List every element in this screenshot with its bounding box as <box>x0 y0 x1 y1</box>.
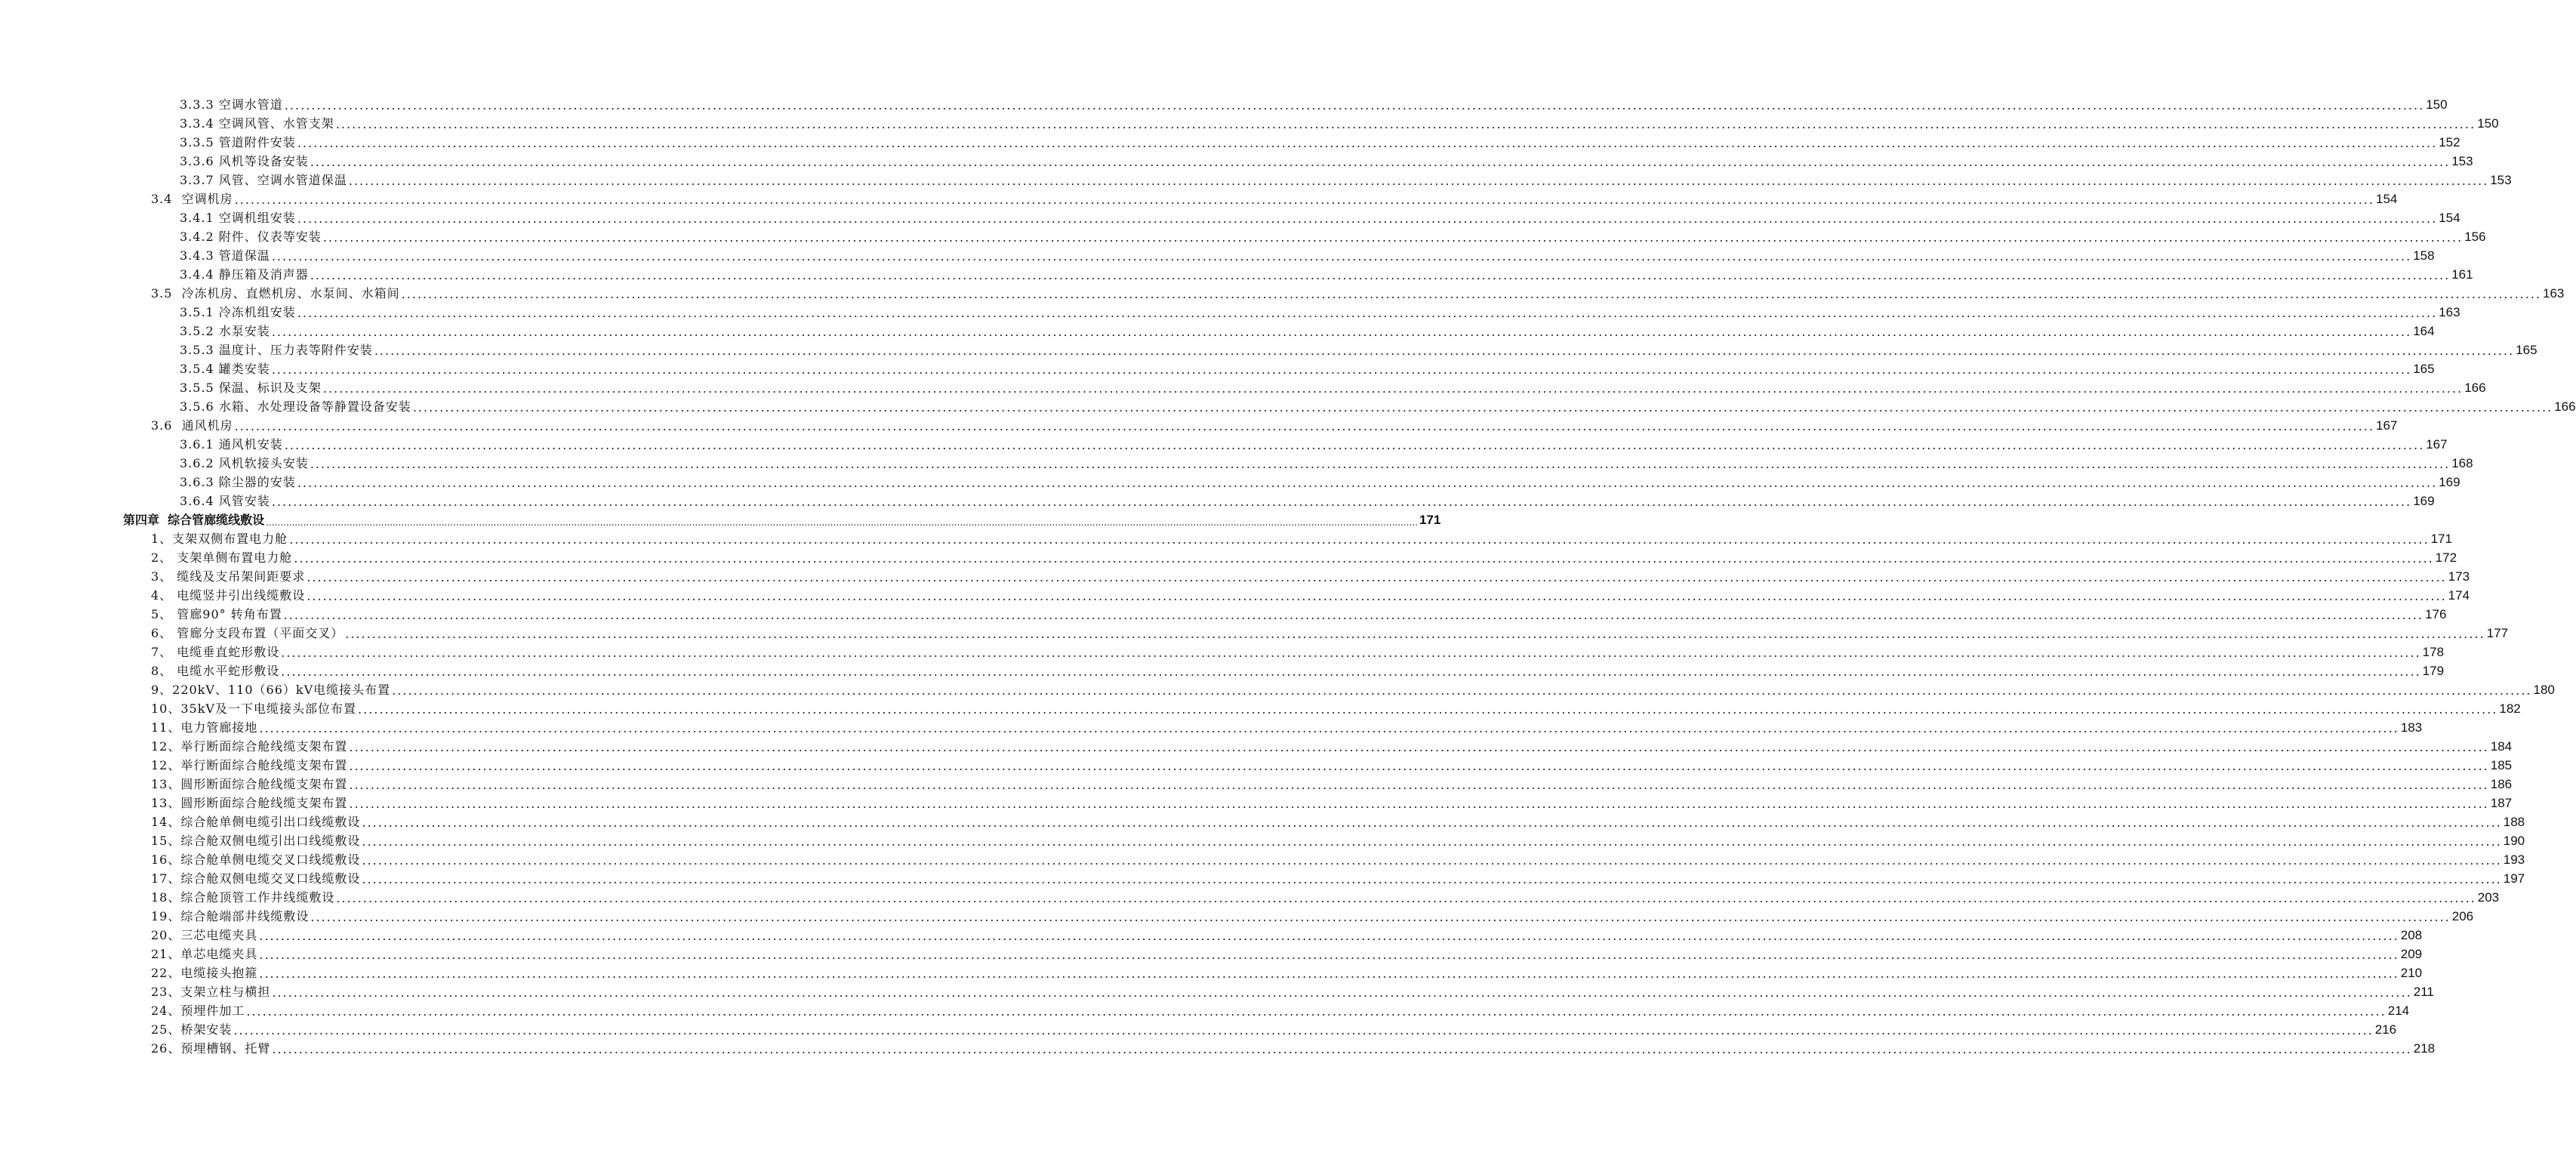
toc-entry-title: 3.4 空调机房 <box>151 192 233 206</box>
toc-entry[interactable] <box>151 415 2398 433</box>
toc-entry-page-number: 171 <box>1419 513 1441 527</box>
toc-entry-title: 3.6.3 除尘器的安装 <box>180 475 296 489</box>
toc-entry-page-number: 184 <box>2490 739 2513 754</box>
toc-entry-title: 5、 管廊90° 转角布置 <box>151 607 282 621</box>
dot-leader: ................................................................................................................................................................................................................................................................................................................................................................................................................ <box>362 834 2502 849</box>
dot-leader: ................................................................................................................................................................................................................................................................................................................................................................................................................ <box>336 891 2476 905</box>
toc-entry-page-number: 167 <box>2426 437 2448 452</box>
toc-entry-title: 13、圆形断面综合舱线缆支架布置 <box>151 777 348 791</box>
dot-leader: ................................................................................................................................................................................................................................................................................................................................................................................................................ <box>412 400 2553 415</box>
toc-entry-page-number: 176 <box>2425 607 2447 621</box>
toc-entry[interactable] <box>151 773 2513 792</box>
toc-entry-title: 4、 电缆竖井引出线缆敷设 <box>151 588 306 603</box>
toc-entry-page-number: 209 <box>2400 947 2423 961</box>
toc-entry-page-number: 163 <box>2543 286 2565 301</box>
toc-entry-title: 3.4.2 附件、仪表等安装 <box>180 230 322 244</box>
toc-entry[interactable] <box>151 603 2447 622</box>
toc-entry-title: 第四章 综合管廊缆线敷设 <box>123 513 265 527</box>
toc-entry[interactable] <box>180 94 2448 113</box>
toc-entry[interactable] <box>151 566 2470 584</box>
toc-entry-title: 16、综合舱单侧电缆交叉口线缆敷设 <box>151 852 361 867</box>
dot-leader: ................................................................................................................................................................................................................................................................................................................................................................................................................ <box>362 815 2502 830</box>
toc-entry-page-number: 214 <box>2387 1003 2410 1018</box>
dot-leader: ................................................................................................................................................................................................................................................................................................................................................................................................................ <box>271 325 2412 339</box>
toc-entry[interactable] <box>180 301 2460 320</box>
dot-leader: ................................................................................................................................................................................................................................................................................................................................................................................................................ <box>259 929 2399 943</box>
dot-leader: ................................................................................................................................................................................................................................................................................................................................................................................................................ <box>272 1042 2412 1056</box>
toc-entry[interactable] <box>151 547 2457 566</box>
dot-leader: ................................................................................................................................................................................................................................................................................................................................................................................................................ <box>266 517 1418 528</box>
dot-leader: ................................................................................................................................................................................................................................................................................................................................................................................................................ <box>297 211 2438 226</box>
toc-entry-title: 14、综合舱单侧电缆引出口线缆敷设 <box>151 815 361 829</box>
dot-leader: ................................................................................................................................................................................................................................................................................................................................................................................................................ <box>310 457 2451 471</box>
toc-entry-page-number: 169 <box>2413 494 2435 508</box>
toc-entry-page-number: 168 <box>2451 456 2473 470</box>
dot-leader: ................................................................................................................................................................................................................................................................................................................................................................................................................ <box>271 249 2412 264</box>
dot-leader: ................................................................................................................................................................................................................................................................................................................................................................................................................ <box>392 683 2532 698</box>
toc-entry-page-number: 167 <box>2376 418 2398 433</box>
toc-entry-title: 15、综合舱双侧电缆引出口线缆敷设 <box>151 834 361 848</box>
toc-entry[interactable] <box>180 358 2435 377</box>
dot-leader: ................................................................................................................................................................................................................................................................................................................................................................................................................ <box>297 136 2438 150</box>
toc-entry-title: 3.5.6 水箱、水处理设备等静置设备安装 <box>180 399 411 414</box>
toc-entry[interactable] <box>151 660 2445 679</box>
dot-leader: ................................................................................................................................................................................................................................................................................................................................................................................................................ <box>348 174 2489 188</box>
dot-leader: ................................................................................................................................................................................................................................................................................................................................................................................................................ <box>246 1004 2386 1019</box>
toc-entry-title: 3.3.4 空调风管、水管支架 <box>180 116 334 131</box>
toc-entry-title: 3.3.3 空调水管道 <box>180 97 283 112</box>
toc-entry-title: 3、 缆线及支吊架间距要求 <box>151 569 306 584</box>
dot-leader: ................................................................................................................................................................................................................................................................................................................................................................................................................ <box>289 532 2430 547</box>
dot-leader: ................................................................................................................................................................................................................................................................................................................................................................................................................ <box>335 117 2476 131</box>
toc-entry-title: 11、电力管廊接地 <box>151 720 258 735</box>
toc-entry[interactable] <box>180 320 2435 339</box>
toc-entry[interactable] <box>151 698 2521 717</box>
dot-leader: ................................................................................................................................................................................................................................................................................................................................................................................................................ <box>259 948 2399 962</box>
toc-entry[interactable] <box>180 207 2460 226</box>
toc-entry-page-number: 174 <box>2448 588 2470 603</box>
dot-leader: ................................................................................................................................................................................................................................................................................................................................................................................................................ <box>322 381 2464 396</box>
dot-leader: ................................................................................................................................................................................................................................................................................................................................................................................................................ <box>284 98 2425 113</box>
toc-entry[interactable] <box>151 905 2474 924</box>
toc-entry-page-number: 187 <box>2490 796 2513 810</box>
toc-entry-title: 3.5 冷冻机房、直燃机房、水泵间、水箱间 <box>151 286 400 301</box>
toc-entry-title: 10、35kV及一下电缆接头部位布置 <box>151 701 356 716</box>
toc-entry-title: 26、预埋槽钢、托臂 <box>151 1041 271 1056</box>
toc-entry-page-number: 218 <box>2413 1041 2436 1056</box>
toc-entry[interactable] <box>151 735 2513 754</box>
toc-entry-title: 3.3.5 管道附件安装 <box>180 135 296 150</box>
toc-entry-title: 9、220kV、110（66）kV电缆接头布置 <box>151 683 391 697</box>
toc-entry[interactable] <box>180 377 2486 396</box>
toc-entry[interactable] <box>151 868 2525 886</box>
toc-entry-page-number: 206 <box>2451 909 2474 923</box>
toc-entry-page-number: 188 <box>2503 815 2525 829</box>
toc-entry[interactable] <box>180 245 2435 264</box>
toc-entry-title: 3.3.7 风管、空调水管道保温 <box>180 173 347 187</box>
dot-leader: ................................................................................................................................................................................................................................................................................................................................................................................................................ <box>283 608 2424 622</box>
dot-leader: ................................................................................................................................................................................................................................................................................................................................................................................................................ <box>307 589 2447 603</box>
toc-entry-page-number: 182 <box>2499 701 2521 716</box>
toc-entry-page-number: 161 <box>2451 267 2473 282</box>
toc-entry-page-number: 172 <box>2435 550 2457 565</box>
toc-entry[interactable] <box>151 717 2423 735</box>
toc-entry-page-number: 154 <box>2439 211 2460 225</box>
dot-leader: ................................................................................................................................................................................................................................................................................................................................................................................................................ <box>349 778 2489 792</box>
toc-entry-title: 8、 电缆水平蛇形敷设 <box>151 664 280 678</box>
toc-entry-title: 7、 电缆垂直蛇形敷设 <box>151 645 280 659</box>
toc-entry-page-number: 178 <box>2422 645 2445 659</box>
toc-chapter-entry[interactable] <box>123 509 1441 528</box>
toc-entry-page-number: 173 <box>2448 569 2470 584</box>
dot-leader: ................................................................................................................................................................................................................................................................................................................................................................................................................ <box>234 419 2374 433</box>
dot-leader: ................................................................................................................................................................................................................................................................................................................................................................................................................ <box>307 570 2447 584</box>
toc-entry-title: 24、预埋件加工 <box>151 1003 245 1018</box>
toc-entry[interactable] <box>151 811 2525 830</box>
toc-entry-title: 3.6.2 风机软接头安装 <box>180 456 309 470</box>
toc-entry-title: 3.4.4 静压箱及消声器 <box>180 267 309 282</box>
dot-leader: ................................................................................................................................................................................................................................................................................................................................................................................................................ <box>362 872 2502 886</box>
toc-entry-page-number: 179 <box>2422 664 2445 678</box>
toc-entry-page-number: 171 <box>2430 532 2452 546</box>
toc-entry[interactable] <box>180 131 2460 150</box>
dot-leader: ................................................................................................................................................................................................................................................................................................................................................................................................................ <box>294 551 2434 566</box>
toc-entry-page-number: 210 <box>2400 966 2423 980</box>
toc-entry-page-number: 164 <box>2413 324 2435 338</box>
toc-entry-page-number: 150 <box>2426 97 2448 112</box>
dot-leader: ................................................................................................................................................................................................................................................................................................................................................................................................................ <box>297 476 2438 490</box>
toc-entry[interactable] <box>180 169 2512 188</box>
toc-entry-page-number: 216 <box>2374 1022 2397 1037</box>
toc-entry[interactable] <box>151 830 2525 849</box>
toc-entry-title: 12、举行断面综合舱线缆支架布置 <box>151 758 348 772</box>
toc-entry-title: 6、 管廊分支段布置（平面交叉） <box>151 626 344 640</box>
toc-entry[interactable] <box>180 113 2499 131</box>
dot-leader: ................................................................................................................................................................................................................................................................................................................................................................................................................ <box>284 438 2425 452</box>
toc-entry-page-number: 165 <box>2516 343 2537 357</box>
dot-leader: ................................................................................................................................................................................................................................................................................................................................................................................................................ <box>349 797 2489 811</box>
toc-entry-page-number: 166 <box>2554 399 2576 414</box>
dot-leader: ................................................................................................................................................................................................................................................................................................................................................................................................................ <box>401 287 2541 301</box>
toc-entry-title: 3.6 通风机房 <box>151 418 233 433</box>
toc-entry[interactable] <box>151 1037 2436 1056</box>
toc-entry-page-number: 183 <box>2400 720 2423 735</box>
dot-leader: ................................................................................................................................................................................................................................................................................................................................................................................................................ <box>349 759 2489 773</box>
toc-entry[interactable] <box>180 433 2448 452</box>
dot-leader: ................................................................................................................................................................................................................................................................................................................................................................................................................ <box>362 853 2502 868</box>
toc-entry[interactable] <box>151 886 2500 905</box>
dot-leader: ................................................................................................................................................................................................................................................................................................................................................................................................................ <box>271 362 2412 377</box>
toc-entry-title: 3.6.1 通风机安装 <box>180 437 283 452</box>
toc-entry-title: 13、圆形断面综合舱线缆支架布置 <box>151 796 348 810</box>
dot-leader: ................................................................................................................................................................................................................................................................................................................................................................................................................ <box>310 268 2451 282</box>
toc-entry[interactable] <box>151 282 2565 301</box>
toc-entry-page-number: 203 <box>2477 890 2500 905</box>
toc-entry[interactable] <box>151 188 2398 207</box>
toc-entry[interactable] <box>151 679 2555 698</box>
toc-entry-title: 3.5.3 温度计、压力表等附件安装 <box>180 343 373 357</box>
toc-entry-title: 19、综合舱端部井线缆敷设 <box>151 909 310 923</box>
toc-entry-title: 23、支架立柱与横担 <box>151 985 271 999</box>
toc-entry[interactable] <box>151 622 2509 641</box>
dot-leader: ................................................................................................................................................................................................................................................................................................................................................................................................................ <box>271 495 2412 509</box>
dot-leader: ................................................................................................................................................................................................................................................................................................................................................................................................................ <box>322 230 2464 245</box>
toc-entry-page-number: 150 <box>2477 116 2499 131</box>
dot-leader: ................................................................................................................................................................................................................................................................................................................................................................................................................ <box>374 344 2515 358</box>
toc-entry-page-number: 165 <box>2413 362 2435 376</box>
dot-leader: ................................................................................................................................................................................................................................................................................................................................................................................................................ <box>310 155 2451 169</box>
toc-entry[interactable] <box>151 641 2445 660</box>
dot-leader: ................................................................................................................................................................................................................................................................................................................................................................................................................ <box>234 193 2374 207</box>
toc-entry-page-number: 208 <box>2400 928 2423 942</box>
toc-entry-title: 21、单芯电缆夹具 <box>151 947 258 961</box>
toc-entry-page-number: 211 <box>2413 985 2434 999</box>
toc-entry-page-number: 177 <box>2486 626 2509 640</box>
toc-entry-page-number: 156 <box>2464 230 2486 244</box>
dot-leader: ................................................................................................................................................................................................................................................................................................................................................................................................................ <box>233 1023 2374 1037</box>
toc-entry[interactable] <box>180 264 2473 282</box>
toc-entry-title: 20、三芯电缆夹具 <box>151 928 258 942</box>
toc-entry[interactable] <box>180 396 2576 415</box>
toc-entry-title: 3.5.2 水泵安装 <box>180 324 270 338</box>
toc-entry[interactable] <box>151 1019 2397 1037</box>
dot-leader: ................................................................................................................................................................................................................................................................................................................................................................................................................ <box>272 985 2412 1000</box>
dot-leader: ................................................................................................................................................................................................................................................................................................................................................................................................................ <box>345 627 2485 641</box>
toc-entry-title: 12、举行断面综合舱线缆支架布置 <box>151 739 348 754</box>
toc-entry-title: 3.4.1 空调机组安装 <box>180 211 296 225</box>
toc-entry-title: 3.3.6 风机等设备安装 <box>180 154 309 168</box>
toc-entry[interactable] <box>151 924 2423 943</box>
toc-entry[interactable] <box>180 226 2486 245</box>
toc-entry-page-number: 163 <box>2439 305 2460 319</box>
toc-entry[interactable] <box>151 943 2423 962</box>
toc-entry[interactable] <box>151 981 2434 1000</box>
dot-leader: ................................................................................................................................................................................................................................................................................................................................................................................................................ <box>281 664 2421 679</box>
toc-entry-page-number: 185 <box>2490 758 2513 772</box>
toc-entry[interactable] <box>180 339 2537 358</box>
toc-entry-page-number: 180 <box>2533 683 2555 697</box>
toc-entry-page-number: 158 <box>2413 248 2435 263</box>
toc-entry[interactable] <box>151 528 2452 547</box>
dot-leader: ................................................................................................................................................................................................................................................................................................................................................................................................................ <box>281 646 2421 660</box>
toc-entry-title: 22、电缆接头抱箍 <box>151 966 258 980</box>
dot-leader: ................................................................................................................................................................................................................................................................................................................................................................................................................ <box>349 740 2489 754</box>
dot-leader: ................................................................................................................................................................................................................................................................................................................................................................................................................ <box>357 702 2498 717</box>
toc-entry-title: 3.5.5 保温、标识及支架 <box>180 381 322 395</box>
toc-entry-title: 3.5.1 冷冻机组安装 <box>180 305 296 319</box>
toc-entry-page-number: 169 <box>2439 475 2460 489</box>
toc-entry[interactable] <box>151 962 2423 981</box>
toc-entry[interactable] <box>180 452 2473 471</box>
toc-entry-page-number: 197 <box>2503 871 2525 886</box>
toc-entry-page-number: 154 <box>2376 192 2398 206</box>
toc-entry-title: 18、综合舱顶管工作井线缆敷设 <box>151 890 335 905</box>
dot-leader: ................................................................................................................................................................................................................................................................................................................................................................................................................ <box>259 721 2399 735</box>
toc-entry[interactable] <box>151 792 2513 811</box>
toc-entry[interactable] <box>151 1000 2410 1019</box>
toc-entry-page-number: 166 <box>2464 381 2486 395</box>
toc-entry[interactable] <box>180 150 2473 169</box>
toc-entry-title: 3.5.4 罐类安装 <box>180 362 270 376</box>
dot-leader: ................................................................................................................................................................................................................................................................................................................................................................................................................ <box>259 966 2399 981</box>
toc-entry-page-number: 193 <box>2503 852 2525 867</box>
toc-entry-title: 1、支架双侧布置电力舱 <box>151 532 288 546</box>
toc-entry[interactable] <box>180 471 2460 490</box>
toc-entry[interactable] <box>151 584 2470 603</box>
toc-entry-page-number: 152 <box>2439 135 2460 150</box>
toc-entry-page-number: 153 <box>2451 154 2473 168</box>
dot-leader: ................................................................................................................................................................................................................................................................................................................................................................................................................ <box>310 910 2451 924</box>
toc-entry[interactable] <box>180 490 2435 509</box>
toc-entry[interactable] <box>151 849 2525 868</box>
toc-entry-page-number: 190 <box>2503 834 2525 848</box>
toc-entry-title: 25、桥架安装 <box>151 1022 233 1037</box>
toc-entry-title: 17、综合舱双侧电缆交叉口线缆敷设 <box>151 871 361 886</box>
toc-entry-title: 3.6.4 风管安装 <box>180 494 270 508</box>
toc-entry-title: 3.4.3 管道保温 <box>180 248 270 263</box>
toc-entry-page-number: 186 <box>2490 777 2513 791</box>
dot-leader: ................................................................................................................................................................................................................................................................................................................................................................................................................ <box>297 306 2438 320</box>
toc-entry-page-number: 153 <box>2490 173 2512 187</box>
toc-entry-title: 2、 支架单侧布置电力舱 <box>151 550 293 565</box>
toc-entry[interactable] <box>151 754 2513 773</box>
